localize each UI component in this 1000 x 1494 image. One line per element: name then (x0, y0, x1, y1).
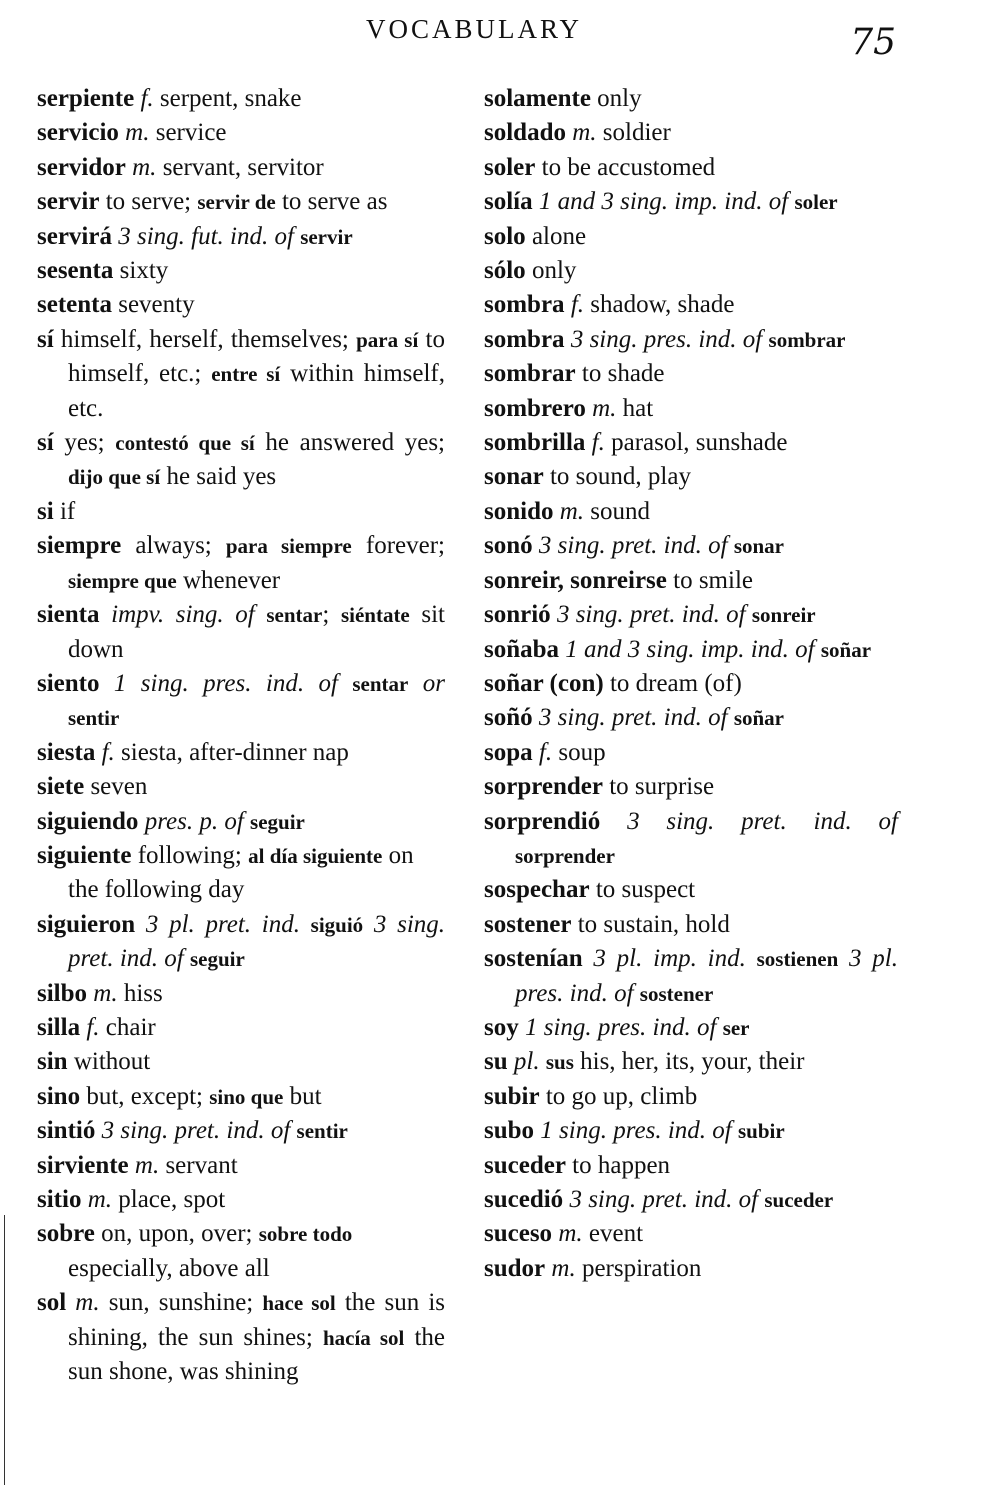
grammar-label: 3 sing. pret. ind. of (101, 1117, 291, 1145)
dictionary-entry (484, 942, 898, 1011)
dictionary-entry (484, 1252, 898, 1286)
grammar-label: m. (87, 1186, 113, 1213)
definition-text: his, her, its, your, their (573, 1048, 805, 1076)
dictionary-entry (484, 1045, 898, 1079)
definition-text: to serve as (275, 188, 388, 216)
dictionary-entry (484, 1114, 898, 1148)
headword: sirviente (37, 1151, 129, 1179)
dictionary-entry (37, 495, 445, 529)
grammar-label: 1 sing. pres. ind. of (540, 1117, 732, 1145)
headword: siguieron (37, 910, 136, 938)
headword: sino (37, 1082, 81, 1110)
headword: solía (484, 188, 533, 216)
definition-text: to go up, climb (539, 1082, 698, 1110)
definition-text: seventy (111, 291, 195, 319)
headword: sobre (37, 1220, 95, 1248)
definition-text (300, 911, 311, 938)
grammar-label: f. (140, 85, 154, 112)
dictionary-entry (37, 805, 445, 839)
dictionary-entry (37, 1114, 445, 1148)
definition-text: to smile (666, 566, 753, 594)
headword: sitio (37, 1186, 82, 1213)
headword: solo (484, 222, 526, 250)
grammar-label: m. (558, 1220, 583, 1248)
grammar-label: m. (592, 394, 617, 422)
dictionary-entry (484, 323, 898, 357)
definition-text: without (67, 1048, 151, 1076)
cross-reference: seguir (250, 809, 305, 834)
dictionary-entry (484, 220, 898, 254)
headword: serpiente (37, 85, 135, 112)
grammar-label: 3 pl. pret. ind. (145, 910, 300, 938)
cross-reference: soler (794, 190, 838, 215)
cross-reference: sostener (639, 981, 714, 1006)
cross-reference: sus (545, 1050, 574, 1075)
headword: suceder (484, 1151, 566, 1179)
definition-text: event (582, 1220, 644, 1248)
page-title: VOCABULARY (366, 14, 583, 44)
dictionary-entry (37, 1183, 445, 1217)
definition-text: hiss (117, 979, 163, 1007)
grammar-label: pl. (513, 1048, 540, 1076)
grammar-label: 3 sing. pret. ind. of (627, 807, 898, 835)
cross-reference: sombrar (768, 327, 846, 352)
definition-text (583, 945, 594, 972)
definition-text: to sound, play (543, 463, 691, 491)
dictionary-entry (37, 151, 445, 185)
grammar-label: 3 sing. pres. ind. of (570, 325, 763, 353)
grammar-label: impv. sing. of (111, 601, 255, 629)
cross-reference: hacía sol (322, 1325, 405, 1350)
grammar-label: m. (572, 119, 597, 147)
headword: soldado (484, 119, 566, 147)
dictionary-entry (37, 1217, 445, 1286)
definition-text: always; (121, 532, 226, 560)
grammar-label: m. (134, 1151, 160, 1179)
cross-reference: sentir (68, 706, 120, 731)
dictionary-entry (37, 770, 445, 804)
headword: soñó (484, 704, 533, 732)
definition-text (255, 601, 267, 628)
margin-rule (4, 1215, 5, 1485)
dictionary-entry (37, 977, 445, 1011)
definition-text: within himself, etc. (68, 360, 446, 422)
headword: siete (37, 773, 85, 801)
definition-text: he answered yes; (254, 429, 445, 457)
dictionary-entry (37, 254, 445, 288)
dictionary-entry (484, 736, 898, 770)
headword: siguiendo (37, 807, 139, 835)
dictionary-entry (484, 770, 898, 804)
headword: sólo (484, 257, 526, 285)
dictionary-entry (484, 1011, 898, 1045)
headword: subir (484, 1082, 540, 1110)
grammar-label: m. (551, 1254, 576, 1282)
dictionary-entry (37, 1045, 445, 1079)
grammar-label: m. (559, 497, 585, 525)
definition-text: to happen (565, 1151, 671, 1179)
headword: siempre (37, 532, 122, 560)
grammar-label: m. (75, 1289, 100, 1317)
definition-text: serpent, snake (153, 85, 302, 112)
definition-text: parasol, sunshade (604, 429, 788, 457)
headword: servirá (37, 222, 112, 250)
grammar-label: 3 pl. imp. ind. (593, 945, 746, 973)
headword: sopa (484, 738, 533, 766)
headword: sonido (484, 497, 554, 525)
dictionary-entry (37, 288, 445, 322)
definition-text (100, 670, 114, 697)
headword: soñar (con) (484, 669, 604, 697)
definition-text: himself, herself, themselves; (53, 325, 357, 353)
definition-text: especially, above all (68, 1254, 270, 1282)
dictionary-entry (37, 529, 445, 598)
definition-text: only (590, 85, 642, 112)
cross-reference: sentar (352, 671, 409, 696)
dictionary-entry (37, 667, 445, 736)
definition-text: but, except; (80, 1082, 210, 1110)
dictionary-entry (37, 116, 445, 150)
cross-reference: suceder (764, 1188, 834, 1212)
definition-text: hat (616, 394, 654, 422)
dictionary-entry (484, 667, 898, 701)
headword: sí (37, 325, 54, 353)
dictionary-entry (484, 357, 898, 391)
grammar-label: f. (591, 429, 605, 457)
headword: sesenta (37, 257, 114, 285)
definition-text: siesta, after-dinner nap (114, 738, 349, 766)
cross-reference: entre sí (211, 362, 281, 387)
grammar-label: 3 pl. pres. ind. of (515, 945, 899, 1007)
headword: subo (484, 1117, 535, 1145)
definition-text: following; (131, 841, 249, 869)
definition-text: to surprise (602, 773, 715, 801)
right-column (484, 82, 898, 1286)
dictionary-entry (37, 1286, 445, 1389)
definition-text: the sun shone, was shining (68, 1323, 446, 1386)
cross-reference: soñar (820, 637, 872, 662)
cross-reference: subir (738, 1119, 785, 1144)
headword: servir (37, 188, 100, 216)
running-head (0, 14, 1000, 63)
dictionary-entry (484, 116, 898, 150)
headword: soy (484, 1013, 519, 1041)
grammar-label: or (422, 669, 446, 697)
headword: siesta (37, 738, 96, 766)
dictionary-entry (37, 185, 445, 219)
grammar-label: m. (132, 153, 157, 181)
dictionary-entry (484, 908, 898, 942)
dictionary-entry (484, 1080, 898, 1114)
headword: sorprendió (484, 807, 601, 835)
dictionary-entry (484, 805, 898, 874)
headword: suceso (484, 1220, 553, 1248)
headword: sol (37, 1289, 67, 1317)
cross-reference: sobre todo (258, 1222, 353, 1247)
headword: sombrar (484, 360, 576, 388)
dictionary-entry (484, 701, 898, 735)
dictionary-entry (484, 1183, 898, 1217)
headword: sí (37, 429, 54, 457)
definition-text: the sun is shining, the sun shines; (68, 1289, 446, 1351)
dictionary-entry (484, 633, 898, 667)
grammar-label: 1 and 3 sing. imp. ind. of (538, 188, 789, 216)
definition-text: yes; (53, 429, 116, 457)
definition-text: to dream (of) (603, 669, 742, 697)
definition-text (408, 670, 422, 697)
dictionary-entry (484, 529, 898, 563)
cross-reference: sino que (209, 1084, 284, 1109)
definition-text: only (525, 257, 577, 285)
grammar-label: 1 and 3 sing. imp. ind. of (565, 635, 815, 663)
headword: sorprender (484, 773, 603, 801)
cross-reference: sonreir (751, 603, 816, 628)
cross-reference: sentar (266, 603, 323, 628)
definition-text: shadow, shade (584, 291, 735, 319)
dictionary-entry (484, 460, 898, 494)
cross-reference: seguir (190, 947, 245, 972)
cross-reference: siguió (310, 912, 364, 937)
dictionary-entry (37, 1080, 445, 1114)
cross-reference: sostienen (756, 947, 839, 972)
headword: soler (484, 153, 536, 181)
dictionary-entry (37, 736, 445, 770)
headword: sintió (37, 1117, 96, 1145)
headword: sombra (484, 325, 565, 353)
definition-text: servant (159, 1151, 238, 1179)
headword: sostenían (484, 945, 583, 973)
headword: sucedió (484, 1186, 564, 1213)
definition-text (338, 670, 352, 697)
grammar-label: f. (570, 291, 585, 319)
cross-reference: servir (300, 224, 353, 249)
dictionary-entry (484, 392, 898, 426)
definition-text: on, upon, over; (94, 1220, 259, 1248)
definition-text: to suspect (589, 876, 696, 904)
page-number: 75 (850, 22, 896, 63)
definition-text: ; (322, 601, 341, 629)
definition-text: forever; (351, 532, 445, 560)
definition-text: chair (99, 1013, 156, 1041)
dictionary-entry (484, 82, 898, 116)
grammar-label: m. (125, 119, 150, 147)
cross-reference: ser (722, 1015, 750, 1040)
headword: sombra (484, 291, 565, 319)
dictionary-entry (484, 495, 898, 529)
cross-reference: servir de (197, 190, 276, 215)
grammar-label: f. (101, 738, 115, 766)
grammar-label: 1 sing. pres. ind. of (524, 1013, 717, 1041)
headword: sonar (484, 463, 544, 491)
definition-text (838, 945, 849, 972)
headword: setenta (37, 291, 112, 319)
grammar-label: m. (93, 979, 118, 1007)
dictionary-entry (484, 151, 898, 185)
definition-text: soldier (596, 119, 671, 147)
headword: solamente (484, 85, 591, 112)
dictionary-entry (37, 426, 445, 495)
grammar-label: 3 sing. pret. ind. of (538, 532, 728, 560)
definition-text (100, 601, 112, 628)
definition-text: to shade (575, 360, 665, 388)
dictionary-entry (484, 1217, 898, 1251)
left-column (37, 82, 445, 1389)
definition-text: sun, sunshine; (99, 1289, 263, 1317)
cross-reference: hace sol (262, 1291, 336, 1316)
definition-text: alone (525, 222, 587, 250)
dictionary-entry (37, 1149, 445, 1183)
grammar-label: 1 sing. pres. ind. of (113, 669, 338, 697)
dictionary-entry (484, 873, 898, 907)
definition-text: soup (552, 738, 606, 766)
definition-text: to sustain, hold (571, 910, 730, 938)
grammar-label: 3 sing. fut. ind. of (118, 222, 294, 250)
cross-reference: soñar (733, 706, 784, 731)
definition-text: sit down (68, 601, 446, 663)
headword: sombrero (484, 394, 586, 422)
cross-reference: sonar (733, 534, 784, 559)
cross-reference: contestó que sí (115, 431, 255, 456)
definition-text: sixty (113, 257, 169, 285)
cross-reference: sorprender (515, 843, 615, 868)
dictionary-entry (484, 426, 898, 460)
headword: soñaba (484, 635, 560, 663)
definition-text: service (149, 119, 227, 147)
definition-text: on the following day (68, 841, 414, 904)
headword: sombrilla (484, 429, 586, 457)
cross-reference: dijo que sí (68, 465, 161, 490)
cross-reference: al día siguiente (248, 843, 383, 868)
dictionary-entry (37, 1011, 445, 1045)
cross-reference: siéntate (340, 603, 410, 628)
headword: sonrió (484, 601, 551, 629)
cross-reference: sentir (296, 1119, 348, 1144)
definition-text: servant, servitor (156, 153, 324, 181)
headword: sospechar (484, 876, 590, 904)
dictionary-entry (37, 323, 445, 426)
grammar-label: 3 sing. pret. ind. of (538, 704, 728, 732)
dictionary-entry (484, 1149, 898, 1183)
cross-reference: siempre que (68, 568, 177, 593)
headword: sudor (484, 1254, 546, 1282)
headword: sin (37, 1048, 68, 1076)
grammar-label: 3 sing. pret. ind. of (68, 910, 446, 973)
definition-text (746, 945, 757, 972)
definition-text: he said yes (160, 463, 277, 491)
definition-text (135, 911, 146, 938)
headword: sostener (484, 910, 572, 938)
grammar-label: f. (538, 738, 553, 766)
definition-text: place, spot (112, 1186, 226, 1213)
definition-text: to serve; (99, 188, 198, 216)
headword: sonó (484, 532, 533, 560)
dictionary-entry (484, 564, 898, 598)
definition-text (600, 808, 627, 835)
dictionary-entry (37, 220, 445, 254)
dictionary-entry (484, 254, 898, 288)
dictionary-entry (484, 598, 898, 632)
definition-text: to himself, etc.; (68, 325, 445, 388)
definition-text: sound (584, 497, 651, 525)
headword: si (37, 497, 54, 525)
definition-text: to be accustomed (535, 153, 716, 181)
headword: su (484, 1048, 508, 1076)
definition-text: whenever (176, 566, 281, 594)
definition-text: seven (84, 773, 148, 801)
headword: sienta (37, 601, 100, 629)
cross-reference: para siempre (225, 534, 352, 559)
dictionary-entry (484, 185, 898, 219)
headword: servicio (37, 119, 119, 147)
headword: siguiente (37, 841, 132, 869)
grammar-label: f. (86, 1013, 100, 1041)
dictionary-entry (37, 908, 445, 977)
headword: silbo (37, 979, 88, 1007)
headword: siento (37, 669, 100, 697)
dictionary-entry (37, 82, 445, 116)
definition-text (66, 1289, 75, 1316)
headword: servidor (37, 153, 126, 181)
headword: sonreir, sonreirse (484, 566, 667, 594)
grammar-label: 3 sing. pret. ind. of (569, 1186, 759, 1213)
definition-text (363, 911, 374, 938)
cross-reference: para sí (356, 327, 419, 352)
dictionary-entry (37, 598, 445, 667)
definition-text: perspiration (575, 1254, 702, 1282)
grammar-label: 3 sing. pret. ind. of (556, 601, 746, 629)
grammar-label: pres. p. of (144, 807, 244, 835)
dictionary-entry (37, 839, 445, 908)
headword: silla (37, 1013, 81, 1041)
definition-text: if (53, 497, 76, 525)
definition-text: but (283, 1082, 322, 1110)
dictionary-entry (484, 288, 898, 322)
